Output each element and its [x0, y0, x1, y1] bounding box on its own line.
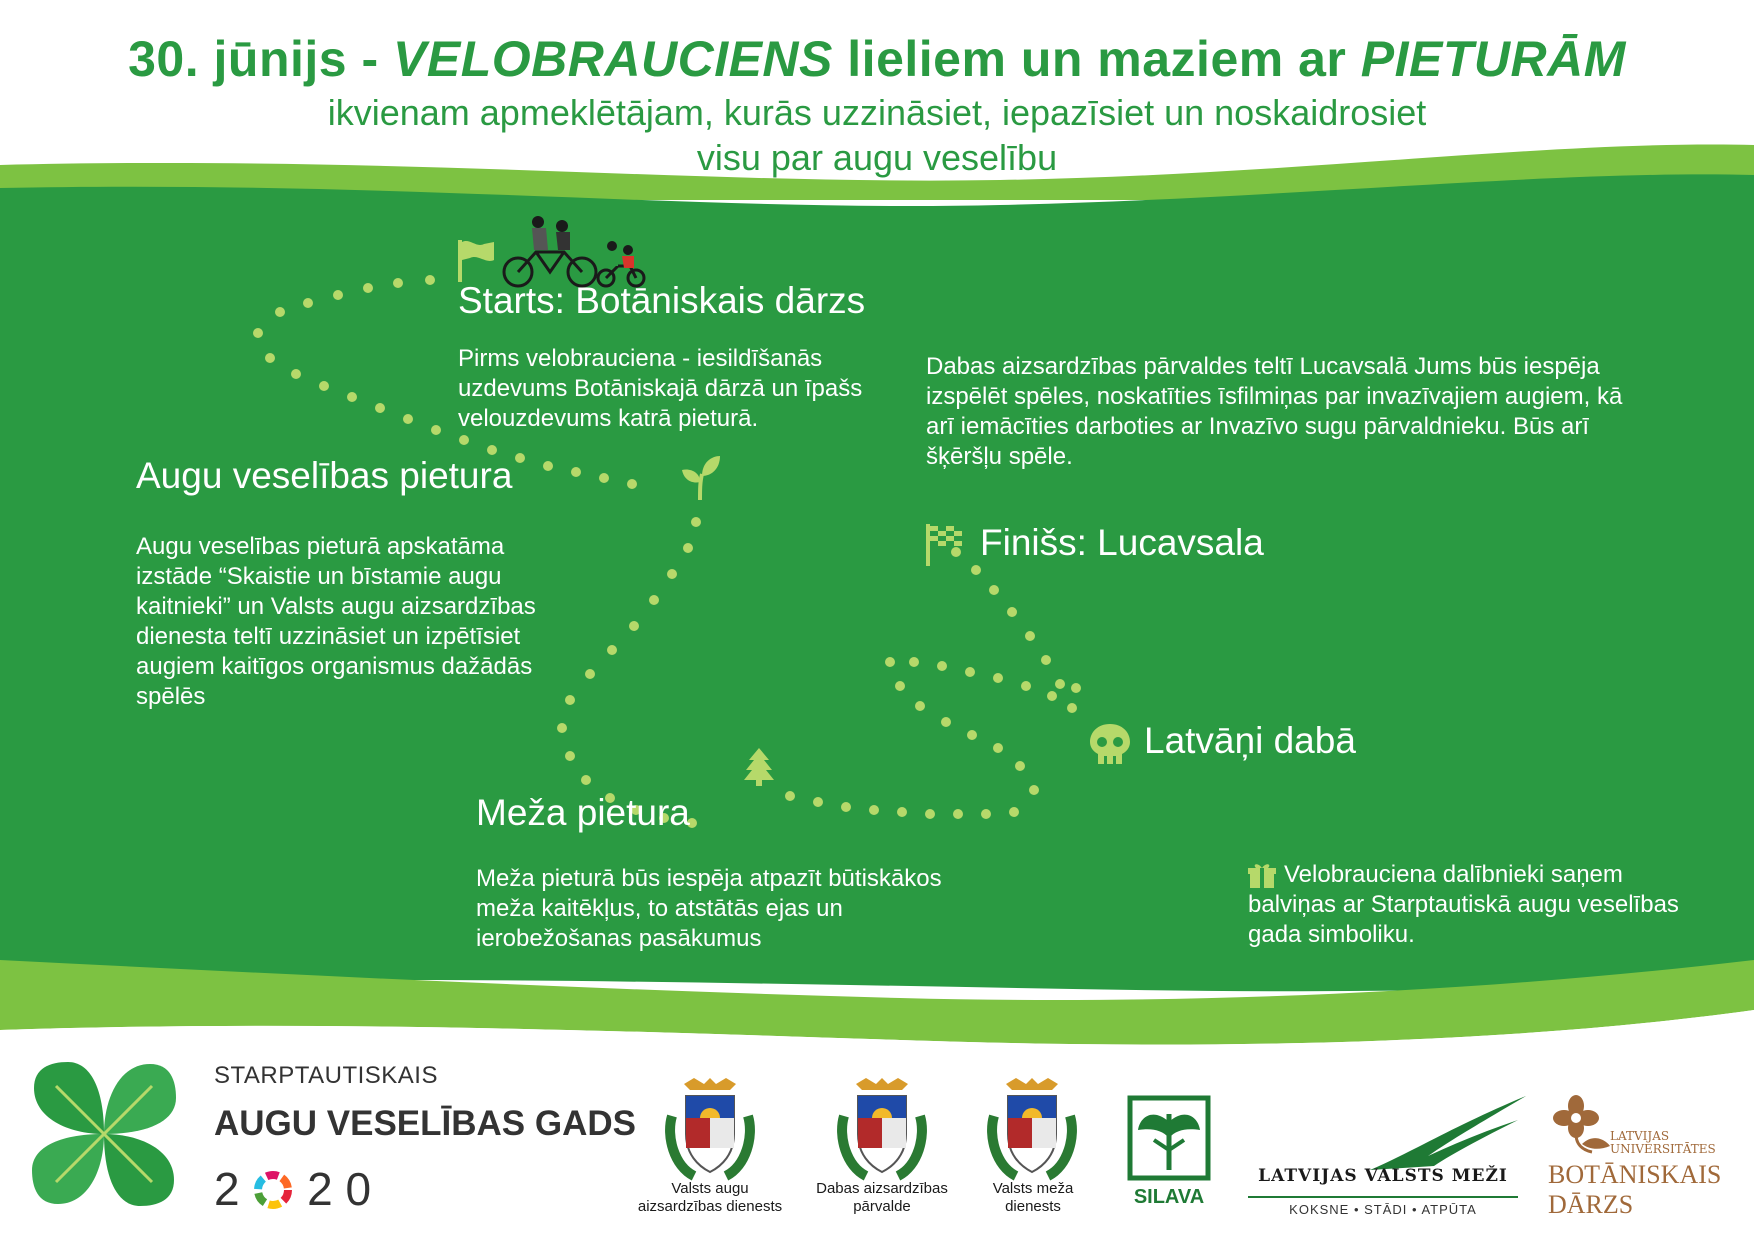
lu-line3: BOTĀNISKAIS — [1548, 1160, 1722, 1189]
route-dot — [363, 283, 373, 293]
route-dot — [941, 717, 951, 727]
dap-line2: pārvalde — [853, 1198, 911, 1215]
route-dot — [1071, 683, 1081, 693]
coat-of-arms-icon — [836, 1076, 928, 1186]
vaad-line1: Valsts augu — [671, 1180, 749, 1197]
lu-flower-logo-icon — [1552, 1094, 1616, 1154]
route-dot — [543, 461, 553, 471]
vmd-caption — [966, 1180, 1100, 1216]
finish-title: Finišs: Lucavsala — [980, 522, 1264, 563]
start-title: Starts: Botāniskais dārzs — [458, 280, 866, 321]
route-dot — [971, 565, 981, 575]
route-dot — [841, 802, 851, 812]
vmd-line1: Valsts meža — [992, 1180, 1074, 1197]
cyclists-icon — [500, 212, 648, 290]
route-dot — [925, 809, 935, 819]
sdg-wheel-icon — [252, 1169, 294, 1211]
route-dot — [691, 517, 701, 527]
route-dot — [683, 543, 693, 553]
subtitle-line-1: ikvienam apmeklētājam, kurās uzzināsiet, iepazīsiet un noskaidrosiet — [327, 92, 1427, 133]
dap-line1: Dabas aizsardzības — [816, 1180, 948, 1197]
page-title — [0, 30, 1754, 88]
route-dot — [291, 369, 301, 379]
route-dot — [895, 681, 905, 691]
dap-caption — [800, 1180, 964, 1216]
route-dot — [1021, 681, 1031, 691]
year-digit: 2 — [214, 1163, 240, 1215]
route-dot — [403, 414, 413, 424]
route-dot — [319, 381, 329, 391]
lvm-name: LATVIJAS VALSTS MEŽI — [1258, 1166, 1508, 1186]
route-dot — [275, 307, 285, 317]
route-dot — [565, 751, 575, 761]
lvm-logo-icon — [1368, 1094, 1528, 1174]
route-dot — [303, 298, 313, 308]
title-date: 30. jūnijs - — [128, 31, 394, 87]
lu-line4: DĀRZS — [1548, 1190, 1634, 1219]
route-dot — [487, 445, 497, 455]
year-digit: 2 — [307, 1163, 333, 1215]
route-dot — [993, 743, 1003, 753]
prizes-text: Velobrauciena dalībnieki saņem balviņas ar Starptautiskā augu veselības gada simboliku. — [1248, 861, 1679, 948]
iyph-line1: STARPTAUTISKAIS — [214, 1062, 438, 1089]
route-dot — [581, 775, 591, 785]
route-dot — [515, 453, 525, 463]
sprout-icon — [680, 454, 722, 502]
iyph-year — [214, 1164, 371, 1214]
forest-text: Meža pieturā būs iespēja atpazīt būtiskākos meža kaitēkļus, to atstātās ejas un ierobežošanas pasākumus — [476, 865, 942, 952]
route-dot — [897, 807, 907, 817]
route-dot — [571, 467, 581, 477]
route-dot — [375, 403, 385, 413]
clover-logo-icon — [28, 1058, 180, 1210]
lu-line1: LATVIJAS — [1610, 1129, 1670, 1143]
route-dot — [967, 730, 977, 740]
start-text: Pirms velobrauciena - iesildīšanās uzdevums Botāniskajā dārzā un īpašs velouzdevums katrā pieturā. — [458, 345, 863, 432]
tree-icon — [742, 746, 776, 786]
lu-line2: UNIVERSITĀTES — [1610, 1142, 1716, 1156]
forest-title: Meža pietura — [476, 792, 690, 833]
subtitle-line-2: visu par augu veselību — [696, 137, 1058, 178]
silava-text: SILAVA — [1133, 1186, 1205, 1208]
vmd-line2: dienests — [1005, 1198, 1061, 1215]
route-dot — [649, 595, 659, 605]
coat-of-arms-icon — [986, 1076, 1078, 1186]
route-dot — [1055, 679, 1065, 689]
route-dot — [953, 809, 963, 819]
route-dot — [1007, 607, 1017, 617]
route-dot — [869, 805, 879, 815]
route-dot — [333, 290, 343, 300]
checkered-flag-icon — [924, 522, 966, 568]
route-dot — [1067, 703, 1077, 713]
page-subtitle — [0, 90, 1754, 180]
title-stops: PIETURĀM — [1360, 31, 1626, 87]
route-dot — [557, 723, 567, 733]
route-dot — [965, 667, 975, 677]
coat-of-arms-icon — [664, 1076, 756, 1186]
vaad-caption — [630, 1180, 790, 1216]
route-dot — [885, 657, 895, 667]
route-dot — [425, 275, 435, 285]
route-dot — [459, 435, 469, 445]
route-dot — [785, 791, 795, 801]
route-dot — [607, 645, 617, 655]
lvm-tagline: KOKSNE • STĀDI • ATPŪTA — [1248, 1196, 1518, 1217]
plant-health-title: Augu veselības pietura — [136, 455, 513, 496]
route-dot — [667, 569, 677, 579]
route-dot — [1041, 655, 1051, 665]
route-dot — [265, 353, 275, 363]
route-dot — [813, 797, 823, 807]
title-event: VELOBRAUCIENS — [393, 31, 833, 87]
route-dot — [599, 473, 609, 483]
flag-icon — [456, 238, 498, 284]
year-digit: 0 — [345, 1163, 372, 1215]
vaad-line2: aizsardzības dienests — [637, 1198, 783, 1215]
latvani-title: Latvāņi dabā — [1144, 720, 1356, 761]
route-dot — [989, 585, 999, 595]
route-dot — [1009, 807, 1019, 817]
skull-icon — [1088, 722, 1132, 766]
route-dot — [585, 669, 595, 679]
route-dot — [253, 328, 263, 338]
route-dot — [393, 278, 403, 288]
route-dot — [627, 479, 637, 489]
silava-logo-icon — [1124, 1094, 1214, 1182]
route-dot — [915, 701, 925, 711]
route-dot — [1047, 691, 1057, 701]
route-dot — [1025, 631, 1035, 641]
route-dot — [909, 657, 919, 667]
route-dot — [993, 673, 1003, 683]
route-dot — [937, 661, 947, 671]
lu-caption-small — [1610, 1130, 1750, 1156]
route-dot — [1029, 785, 1039, 795]
route-dot — [347, 392, 357, 402]
route-dot — [431, 425, 441, 435]
lucavsala-info-text: Dabas aizsardzības pārvaldes teltī Lucavsalā Jums būs iespēja izspēlēt spēles, noskatīties īsfilmiņas par invazīvajiem augiem, kā arī iemācīties darboties ar Invazīvo sugu pārvaldnieku. Būs arī šķēršļu spēle. — [926, 353, 1623, 470]
plant-health-text: Augu veselības pieturā apskatāma izstāde “Skaistie un bīstamie augu kaitnieki” un Valsts augu aizsardzības dienesta teltī uzzināsiet un izpētīsiet augiem kaitīgos organismus dažādās spēlēs — [136, 533, 536, 710]
iyph-line2: AUGU VESELĪBAS GADS — [214, 1104, 636, 1143]
route-dot — [981, 809, 991, 819]
route-dot — [1015, 761, 1025, 771]
title-mid: lieliem un maziem ar — [832, 31, 1361, 87]
lu-caption-large — [1548, 1160, 1721, 1220]
route-dot — [629, 621, 639, 631]
